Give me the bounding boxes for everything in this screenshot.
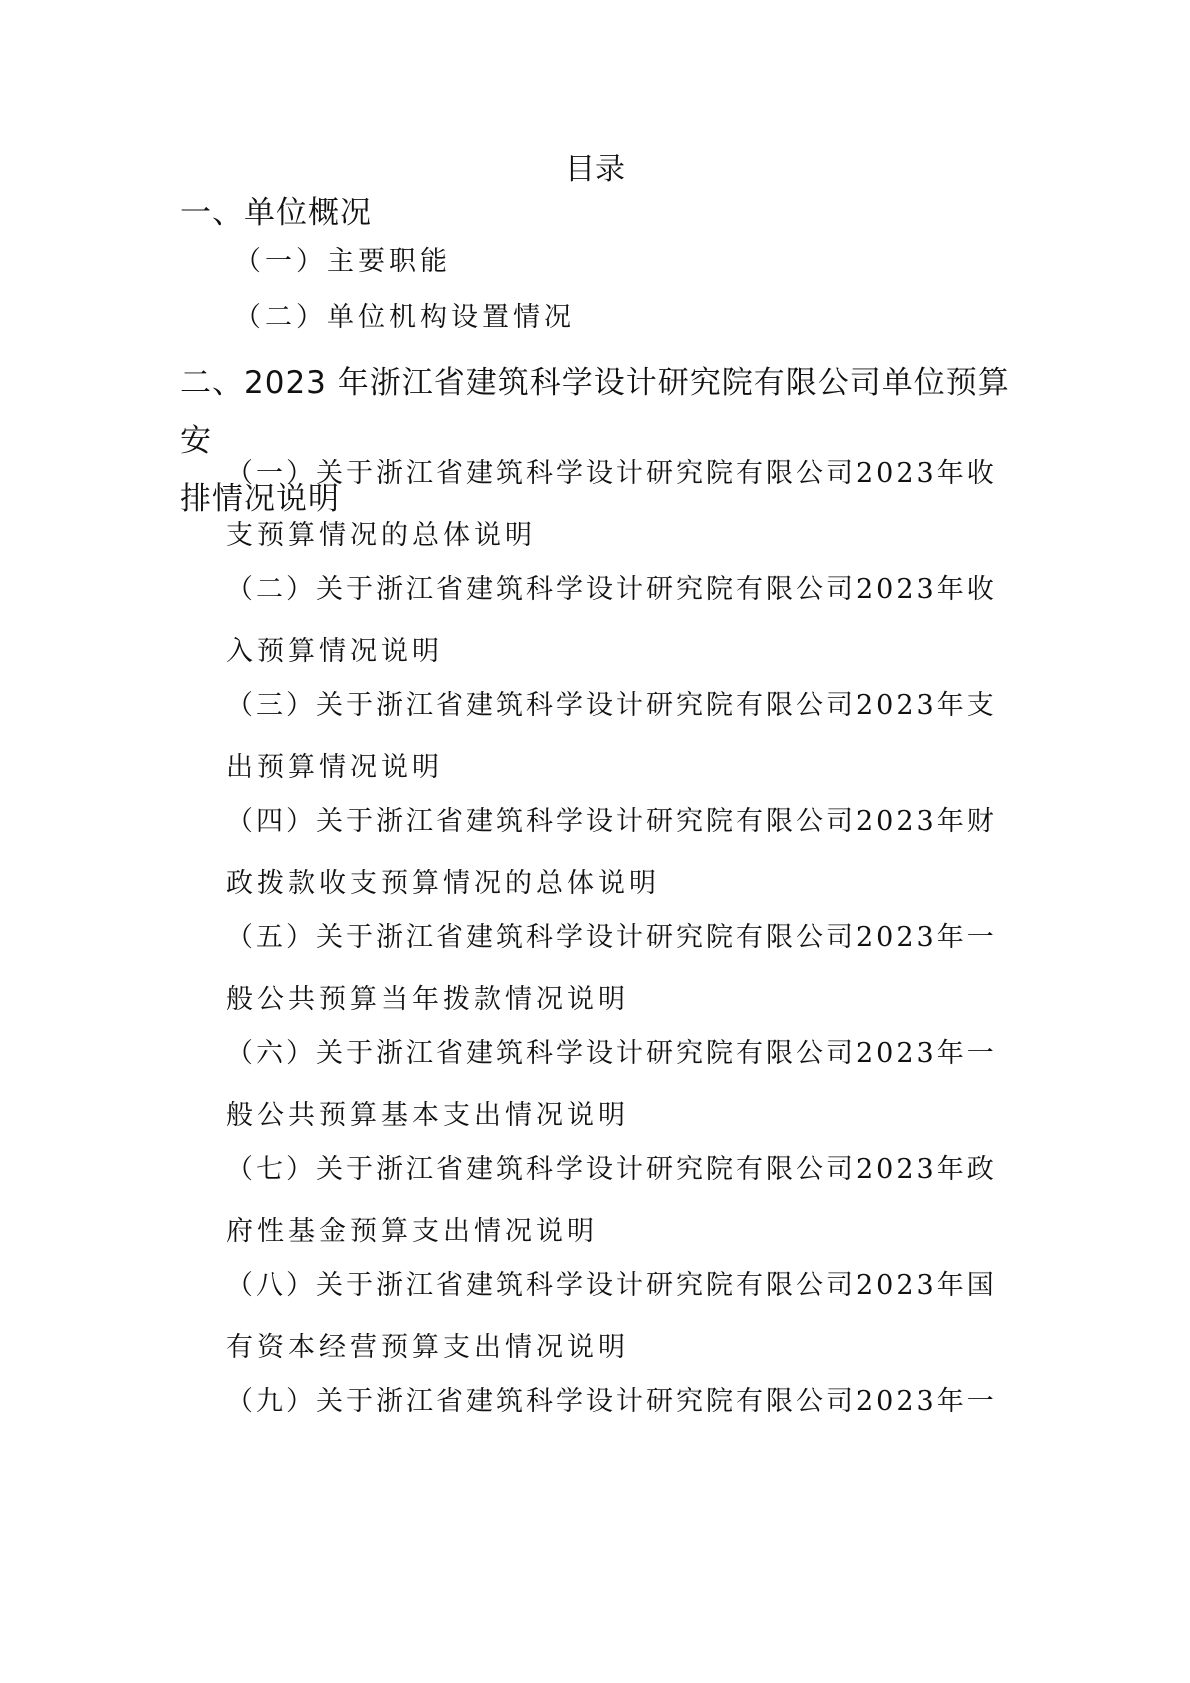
toc-item-continuation: 般公共预算当年拨款情况说明 xyxy=(226,984,629,1015)
toc-item-text: （八）关于浙江省建筑科学设计研究院有限公司2023年国 xyxy=(226,1270,997,1301)
subsection-1-1: （一）主要职能 xyxy=(234,246,451,277)
toc-item-continuation: 出预算情况说明 xyxy=(226,752,443,783)
toc-item-continuation: 有资本经营预算支出情况说明 xyxy=(226,1332,629,1363)
toc-item-continuation: 政拨款收支预算情况的总体说明 xyxy=(226,868,660,899)
toc-item-text: （七）关于浙江省建筑科学设计研究院有限公司2023年政 xyxy=(226,1154,997,1185)
toc-item-7 xyxy=(226,1150,1016,1252)
toc-item-text: （六）关于浙江省建筑科学设计研究院有限公司2023年一 xyxy=(226,1038,997,1069)
toc-item-5 xyxy=(226,918,1016,1020)
toc-item-continuation: 府性基金预算支出情况说明 xyxy=(226,1216,598,1247)
subsection-1-2: （二）单位机构设置情况 xyxy=(234,302,575,333)
toc-item-text: （九）关于浙江省建筑科学设计研究院有限公司2023年一 xyxy=(226,1386,997,1417)
toc-item-4 xyxy=(226,802,1016,904)
toc-item-continuation: 支预算情况的总体说明 xyxy=(226,520,536,551)
page-title: 目录 xyxy=(565,152,625,187)
toc-item-9 xyxy=(226,1382,1016,1422)
toc-item-text: （二）关于浙江省建筑科学设计研究院有限公司2023年收 xyxy=(226,574,997,605)
toc-item-text: （一）关于浙江省建筑科学设计研究院有限公司2023年收 xyxy=(226,458,997,489)
toc-item-6 xyxy=(226,1034,1016,1136)
toc-item-continuation: 般公共预算基本支出情况说明 xyxy=(226,1100,629,1131)
toc-item-continuation: 入预算情况说明 xyxy=(226,636,443,667)
section-heading-2-line1: 二、2023 年浙江省建筑科学设计研究院有限公司单位预算安 xyxy=(180,365,1010,459)
toc-item-8 xyxy=(226,1266,1016,1368)
toc-item-text: （五）关于浙江省建筑科学设计研究院有限公司2023年一 xyxy=(226,922,997,953)
toc-item-1 xyxy=(226,454,1016,556)
section-heading-1: 一、单位概况 xyxy=(180,195,372,231)
toc-item-text: （四）关于浙江省建筑科学设计研究院有限公司2023年财 xyxy=(226,806,997,837)
section-heading-2-line2: 排情况说明 xyxy=(180,481,340,517)
toc-item-text: （三）关于浙江省建筑科学设计研究院有限公司2023年支 xyxy=(226,690,997,721)
toc-item-3 xyxy=(226,686,1016,788)
toc-item-2 xyxy=(226,570,1016,672)
